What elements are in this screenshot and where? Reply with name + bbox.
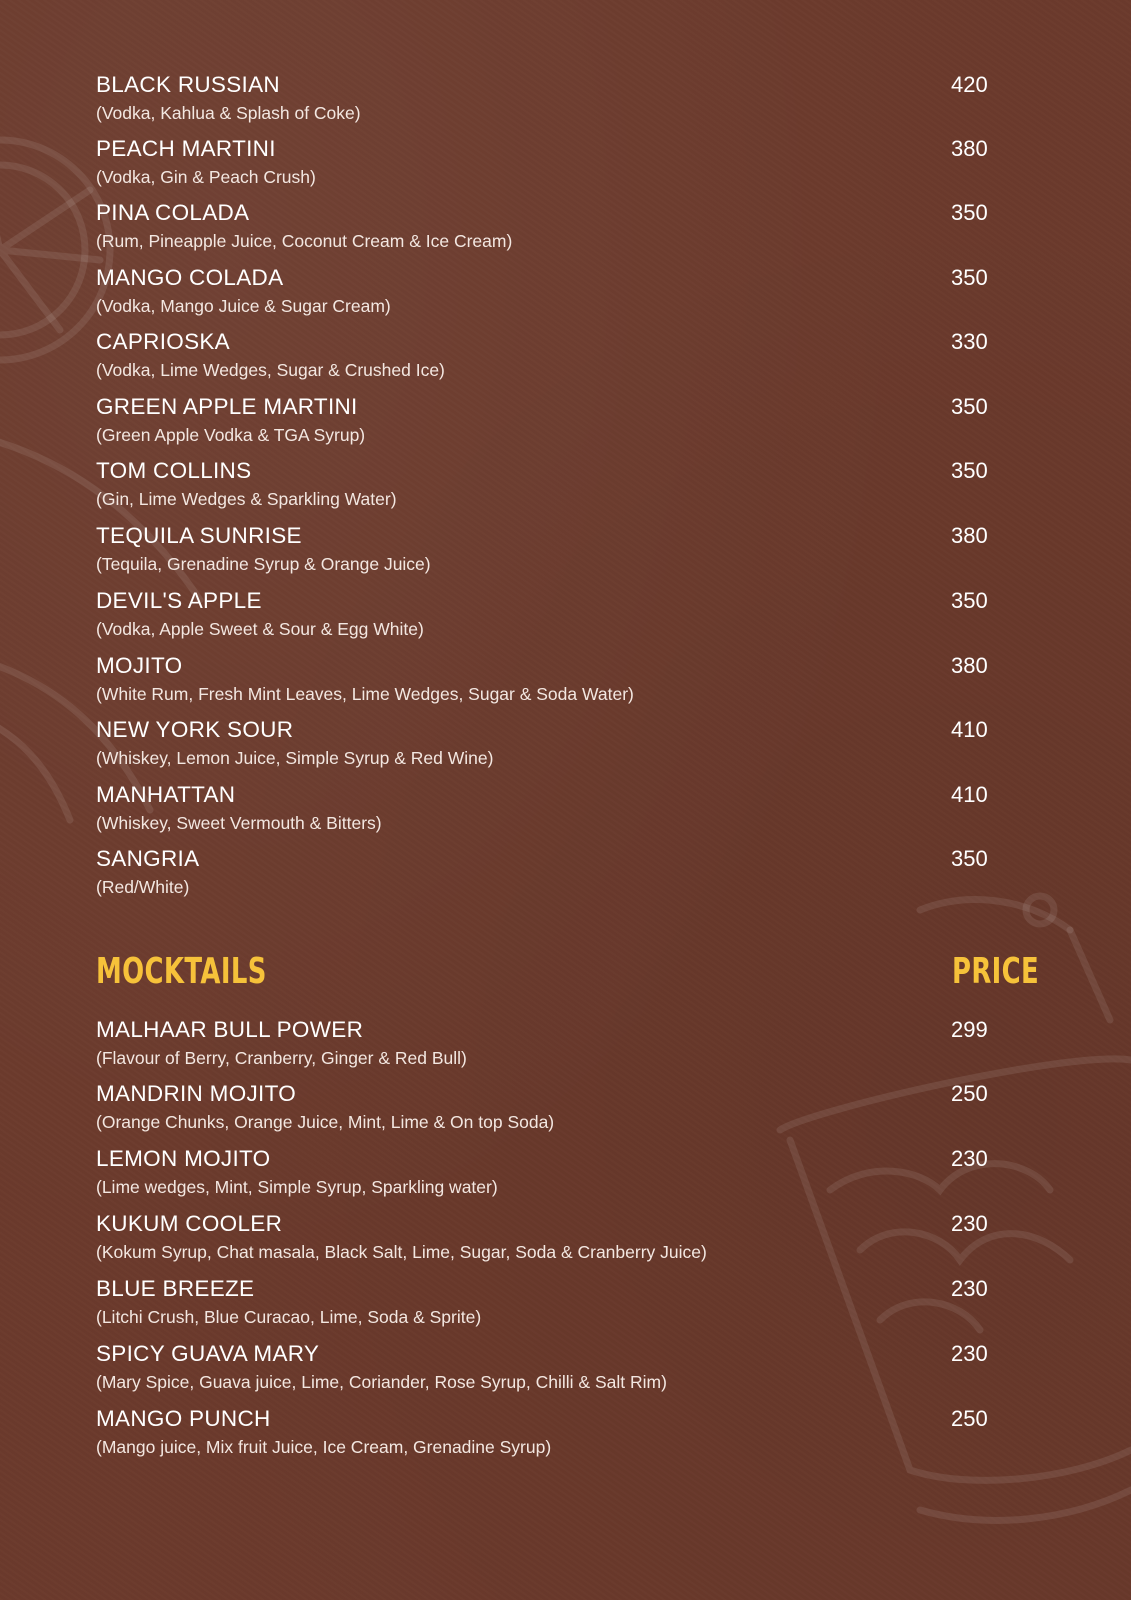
item-description: (Flavour of Berry, Cranberry, Ginger & Red Bull)	[96, 1048, 467, 1068]
item-description: (Lime wedges, Mint, Simple Syrup, Sparkling water)	[96, 1177, 498, 1197]
item-price: 380	[951, 653, 988, 678]
item-price: 230	[951, 1341, 988, 1366]
item-price: 410	[951, 782, 988, 807]
item-price: 299	[951, 1017, 988, 1042]
item-name: GREEN APPLE MARTINI	[96, 394, 358, 419]
menu-item-tom-collins	[96, 458, 1011, 520]
menu-item-green-apple-martini	[96, 394, 1011, 456]
item-description: (White Rum, Fresh Mint Leaves, Lime Wedges, Sugar & Soda Water)	[96, 684, 634, 704]
item-price: 350	[951, 458, 988, 483]
item-description: (Vodka, Mango Juice & Sugar Cream)	[96, 296, 391, 316]
menu-item-spicy-guava-mary	[96, 1341, 1011, 1403]
item-name: MANGO COLADA	[96, 265, 284, 290]
item-name: PINA COLADA	[96, 200, 250, 225]
menu-item-caprioska	[96, 329, 1011, 391]
item-description: (Whiskey, Lemon Juice, Simple Syrup & Red Wine)	[96, 748, 494, 768]
menu-item-mango-punch	[96, 1406, 1011, 1468]
item-price: 250	[951, 1081, 988, 1106]
item-description: (Mango juice, Mix fruit Juice, Ice Cream, Grenadine Syrup)	[96, 1437, 552, 1457]
item-price: 350	[951, 846, 988, 871]
item-price: 230	[951, 1276, 988, 1301]
item-price: 420	[951, 72, 988, 97]
item-name: KUKUM COOLER	[96, 1211, 283, 1236]
menu-item-tequila-sunrise	[96, 523, 1011, 585]
menu-item-new-york-sour	[96, 717, 1011, 779]
menu-item-lemon-mojito	[96, 1146, 1011, 1208]
menu-item-manhattan	[96, 782, 1011, 844]
menu-item-mandrin-mojito	[96, 1081, 1011, 1143]
menu-item-blue-breeze	[96, 1276, 1011, 1338]
item-price: 230	[951, 1146, 988, 1171]
item-name: MANHATTAN	[96, 782, 236, 807]
item-name: TOM COLLINS	[96, 458, 252, 483]
item-price: 350	[951, 265, 988, 290]
item-name: TEQUILA SUNRISE	[96, 523, 302, 548]
menu-item-mojito	[96, 653, 1011, 715]
item-price: 380	[951, 136, 988, 161]
item-description: (Red/White)	[96, 877, 190, 897]
menu-item-sangria	[96, 846, 1011, 908]
item-price: 350	[951, 394, 988, 419]
item-name: MANDRIN MOJITO	[96, 1081, 297, 1106]
price-heading: PRICE	[952, 951, 1040, 992]
item-price: 230	[951, 1211, 988, 1236]
mocktails-heading: MOCKTAILS	[96, 951, 267, 992]
menu-item-black-russian	[96, 72, 1011, 134]
item-description: (Vodka, Gin & Peach Crush)	[96, 167, 316, 187]
menu-item-mango-colada	[96, 265, 1011, 327]
item-description: (Orange Chunks, Orange Juice, Mint, Lime & On top Soda)	[96, 1112, 555, 1132]
item-name: BLUE BREEZE	[96, 1276, 255, 1301]
item-name: SPICY GUAVA MARY	[96, 1341, 320, 1366]
item-name: LEMON MOJITO	[96, 1146, 271, 1171]
item-name: DEVIL'S APPLE	[96, 588, 262, 613]
item-description: (Mary Spice, Guava juice, Lime, Coriander, Rose Syrup, Chilli & Salt Rim)	[96, 1372, 667, 1392]
item-price: 350	[951, 200, 988, 225]
item-name: MOJITO	[96, 653, 183, 678]
item-description: (Kokum Syrup, Chat masala, Black Salt, Lime, Sugar, Soda & Cranberry Juice)	[96, 1242, 707, 1262]
item-name: SANGRIA	[96, 846, 200, 871]
item-name: BLACK RUSSIAN	[96, 72, 280, 97]
menu-item-kukum-cooler	[96, 1211, 1011, 1273]
item-description: (Vodka, Kahlua & Splash of Coke)	[96, 103, 361, 123]
item-name: MANGO PUNCH	[96, 1406, 271, 1431]
menu-item-devils-apple	[96, 588, 1011, 650]
item-price: 330	[951, 329, 988, 354]
item-name: PEACH MARTINI	[96, 136, 276, 161]
item-price: 410	[951, 717, 988, 742]
item-description: (Green Apple Vodka & TGA Syrup)	[96, 425, 366, 445]
item-price: 350	[951, 588, 988, 613]
menu-item-peach-martini	[96, 136, 1011, 198]
item-price: 380	[951, 523, 988, 548]
item-price: 250	[951, 1406, 988, 1431]
item-name: NEW YORK SOUR	[96, 717, 294, 742]
menu-item-pina-colada	[96, 200, 1011, 262]
menu-item-malhaar-bull-power	[96, 1017, 1011, 1079]
item-description: (Gin, Lime Wedges & Sparkling Water)	[96, 489, 397, 509]
item-description: (Whiskey, Sweet Vermouth & Bitters)	[96, 813, 382, 833]
item-name: MALHAAR BULL POWER	[96, 1017, 364, 1042]
item-description: (Vodka, Apple Sweet & Sour & Egg White)	[96, 619, 424, 639]
item-description: (Vodka, Lime Wedges, Sugar & Crushed Ice)	[96, 360, 445, 380]
item-description: (Tequila, Grenadine Syrup & Orange Juice)	[96, 554, 431, 574]
item-description: (Litchi Crush, Blue Curacao, Lime, Soda & Sprite)	[96, 1307, 482, 1327]
item-description: (Rum, Pineapple Juice, Coconut Cream & Ice Cream)	[96, 231, 513, 251]
item-name: CAPRIOSKA	[96, 329, 230, 354]
